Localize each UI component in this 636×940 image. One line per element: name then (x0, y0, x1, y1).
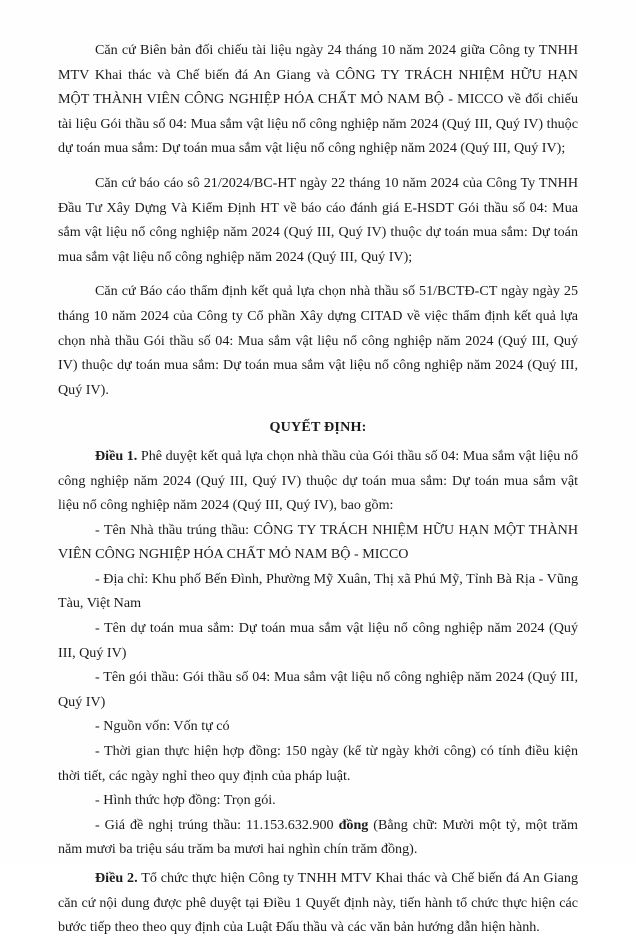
list-item-package-name: - Tên gói thầu: Gói thầu số 04: Mua sắm vật liệu nổ công nghiệp năm 2024 (Quý III, Quý IV) (58, 669, 578, 710)
document-body (58, 38, 578, 940)
article-2-label: Điều 2. (95, 870, 138, 886)
bid-price-prefix: - Giá đề nghị trúng thầu: 11.153.632.900 (95, 816, 339, 833)
list-item-address: - Địa chỉ: Khu phố Bến Đình, Phường Mỹ Xuân, Thị xã Phú Mỹ, Tỉnh Bà Rịa - Vũng Tàu, Việt Nam (58, 570, 578, 612)
article-1-text: Phê duyệt kết quả lựa chọn nhà thầu của Gói thầu số 04: Mua sắm vật liệu nổ công nghiệp năm 2024 (Quý III, Quý IV) thuộc dự toán mua sắm: Dự toán mua sắm vật liệu nổ công nghiệp năm 2024 (Quý III, Quý IV), bao gồm: (58, 447, 579, 514)
article-2-text: Tổ chức thực hiện Công ty TNHH MTV Khai thác và Chế biến đá An Giang căn cứ nội dung được phê duyệt tại Điều 1 Quyết định này, tiến hành tổ chức thực hiện các bước tiếp theo theo quy định của Luật Đấu thầu và các văn bản hướng dẫn hiện hành. (58, 870, 578, 936)
bid-price-currency-word: đồng (338, 816, 369, 833)
decision-heading: QUYẾT ĐỊNH: (269, 419, 367, 436)
article-2-paragraph (58, 866, 578, 940)
recital-paragraph-3: Căn cứ Báo cáo thẩm định kết quả lựa chọn nhà thầu số 51/BCTĐ-CT ngày ngày 25 tháng 10 năm 2024 của Công ty Cổ phần Xây dựng CITAD về việc thẩm định kết quả lựa chọn nhà thầu Gói thầu số 04: Mua sắm vật liệu nổ công nghiệp năm 2024 (Quý III, Quý IV) thuộc dự toán mua sắm: Dự toán mua sắm vật liệu nổ công nghiệp năm 2024 (Quý III, Quý IV). (58, 283, 578, 398)
article-1-item-list (58, 518, 578, 862)
bid-price-suffix: (Bằng chữ: Mười một tỷ, một trăm năm mươi ba triệu sáu trăm ba mươi hai nghìn chín trăm đồng). (58, 816, 579, 858)
recital-paragraph-2: Căn cứ báo cáo sô 21/2024/BC-HT ngày 22 tháng 10 năm 2024 của Công Ty TNHH Đầu Tư Xây Dựng Và Kiểm Định HT về báo cáo đánh giá E-HSDT Gói thầu số 04: Mua sắm vật liệu nổ công nghiệp năm 2024 (Quý III, Quý IV) thuộc dự toán mua sắm: Dự toán mua sắm vật liệu nổ công nghiệp năm 2024 (Quý III, Quý IV); (58, 174, 578, 265)
list-item-funding-source: - Nguồn vốn: Vốn tự có (95, 718, 230, 735)
list-item-winning-bidder-name: - Tên Nhà thầu trúng thầu: CÔNG TY TRÁCH NHIỆM HỮU HẠN MỘT THÀNH VIÊN CÔNG NGHIỆP HÓA CHẤT MỎ NAM BỘ - MICCO (58, 521, 578, 563)
list-item-proposed-winning-price (58, 813, 578, 862)
list-item-contract-type: - Hình thức hợp đồng: Trọn gói. (95, 792, 276, 809)
article-1-paragraph (58, 444, 578, 518)
list-item-contract-duration: - Thời gian thực hiện hợp đồng: 150 ngày (kể từ ngày khởi công) có tính điều kiện thời tiết, các ngày nghỉ theo quy định của pháp luật. (58, 743, 578, 784)
list-item-procurement-estimate-name: - Tên dự toán mua sắm: Dự toán mua sắm vật liệu nổ công nghiệp năm 2024 (Quý III, Quý IV) (58, 620, 578, 661)
recital-paragraph-1: Căn cứ Biên bản đối chiếu tài liệu ngày 24 tháng 10 năm 2024 giữa Công ty TNHH MTV Khai thác và Chế biến đá An Giang và CÔNG TY TRÁCH NHIỆM HỮU HẠN MỘT THÀNH VIÊN CÔNG NGHIỆP HÓA CHẤT MỎ NAM BỘ - MICCO về đối chiếu tài liệu Gói thầu số 04: Mua sắm vật liệu nổ công nghiệp năm 2024 (Quý III, Quý IV) thuộc dự toán mua sắm: Dự toán mua sắm vật liệu nổ công nghiệp năm 2024 (Quý III, Quý IV); (58, 42, 578, 157)
article-1-label: Điều 1. (95, 447, 138, 464)
